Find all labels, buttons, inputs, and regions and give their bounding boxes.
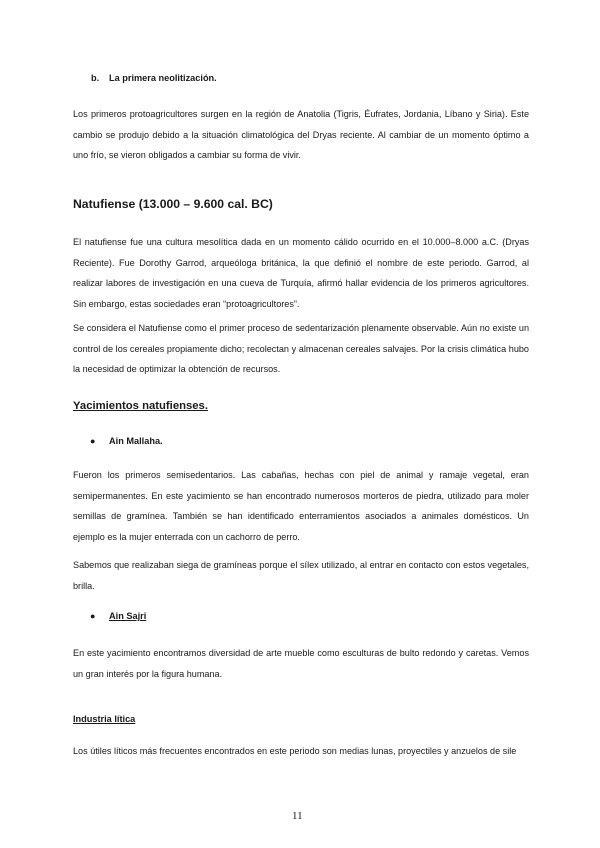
- section-b-marker: b.: [91, 73, 100, 83]
- yacimientos-heading: Yacimientos natufienses.: [73, 400, 208, 412]
- paragraph-ain-sajri: En este yacimiento encontramos diversidad de arte mueble como esculturas de bulto redondo y caretas. Vemos un gran interés por la figura humana.: [73, 648, 529, 679]
- paragraph-industria: Los útiles líticos más frecuentes encontrados en este periodo son medias lunas, proyectiles y anzuelos de sile: [73, 746, 517, 756]
- paragraph-anatolia: Los primeros protoagricultores surgen en la región de Anatolia (Tigris, Éufrates, Jordania, Líbano y Siria). Este cambio se produjo debido a la situación climatológica del Dryas reciente. Al cambiar de un momento óptimo a uno frío, se vieron obligados a cambiar su forma de vivir.: [73, 109, 529, 160]
- bullet-icon: ●: [90, 436, 96, 446]
- site-ain-sajri-title: Ain Sajri: [109, 611, 147, 621]
- site-ain-mallaha-title: Ain Mallaha.: [109, 436, 163, 446]
- natufiense-heading: Natufiense (13.000 – 9.600 cal. BC): [73, 197, 273, 211]
- section-b-title: La primera neolitización.: [109, 73, 217, 83]
- paragraph-ain-mallaha: Fueron los primeros semisedentarios. Las cabañas, hechas con piel de animal y ramaje vegetal, eran semipermanentes. En este yacimiento se han encontrado numerosos morteros de piedra, utilizado para moler semillas de gramínea. También se han identificado enterramientos asociados a animales domésticos. Un ejemplo es la mujer enterrada con un cachorro de perro.: [73, 470, 529, 542]
- page-number: 11: [292, 810, 303, 822]
- paragraph-natufiense-definition: El natufiense fue una cultura mesolítica dada en un momento cálido ocurrido en el 10.000–8.000 a.C. (Dryas Reciente). Fue Dorothy Garrod, arqueóloga británica, la que definió el nombre de este periodo. Garrod, al realizar labores de investigación en una cueva de Turquía, afirmó hallar evidencia de los primeros agricultores. Sin embargo, estas sociedades eran “protoagricultores”.: [73, 237, 529, 309]
- industria-heading: Industria lítica: [73, 714, 136, 724]
- paragraph-natufiense-sedentarization: Se considera el Natufiense como el primer proceso de sedentarización plenamente observable. Aún no existe un control de los cereales propiamente dicho; recolectan y almacenan cereales salvajes. Por la crisis climática hubo la necesidad de optimizar la obtención de recursos.: [73, 323, 529, 374]
- bullet-icon: ●: [90, 611, 96, 621]
- paragraph-siega: Sabemos que realizaban siega de gramíneas porque el sílex utilizado, al entrar en contacto con estos vegetales, brilla.: [73, 560, 529, 591]
